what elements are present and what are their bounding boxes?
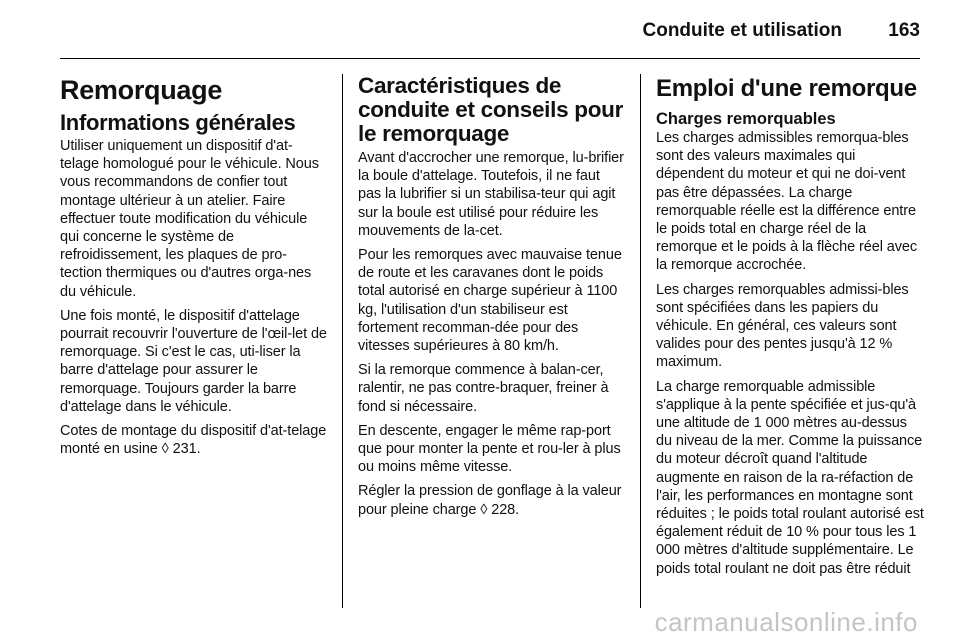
- watermark: carmanualsonline.info: [654, 607, 918, 637]
- column-3: [656, 74, 924, 584]
- paragraph: Les charges remorquables admissi-bles sont spécifiées dans les papiers du véhicule. En général, ces valeurs sont valides pour des pentes jusqu'à 12 % maximum.: [656, 281, 909, 371]
- page-header: [0, 0, 960, 62]
- paragraph: Utiliser uniquement un dispositif d'at-telage homologué pour le véhicule. Nous vous recommandons de confier tout montage ultérieur à un atelier. Faire effectuer toute modification du véhicule qui concerne le système de refroidissement, les plaques de pro-tection thermiques ou d'autres orga-nes du véhicule.: [60, 138, 319, 300]
- column-1: [60, 74, 328, 464]
- section-title-caracteristiques: Caractéristiques de conduite et conseils pour le remorquage: [358, 73, 624, 146]
- column-2: [358, 74, 626, 525]
- header-rule: [60, 58, 920, 59]
- paragraph: Une fois monté, le dispositif d'attelage pourrait recouvrir l'ouverture de l'œil-let de remorquage. Si c'est le cas, uti-liser la barre d'attelage pour assurer le remorquage. Toujours garder la barre d'attelage dans le véhicule.: [60, 307, 327, 415]
- paragraph-with-page-ref: Cotes de montage du dispositif d'at-telage monté en usine ◊ 231.: [60, 423, 327, 458]
- section-title-remorquage: Remorquage: [60, 75, 223, 105]
- paragraph: Les charges admissibles remorqua-bles sont des valeurs maximales qui dépendent du moteur et qui ne doi-vent pas être dépassées. La charge remorquable réelle est la différence entre le poids total en charge réel de la remorque et le poids à la flèche réel avec la remorque accrochée.: [656, 130, 917, 274]
- paragraph: La charge remorquable admissible s'applique à la pente spécifiée et jus-qu'à une altitude de 1 000 mètres au-dessus du niveau de la mer. Comme la puissance du moteur décroît quand l'altitude augmente en raison de la ra-réfaction de l'air, les performances en montagne sont réduites ; le poids total roulant autorisé est également réduit de 10 % pour tous les 1 000 mètres d'altitude supplémentaire. Le poids total roulant ne doit pas être réduit: [656, 378, 924, 577]
- column-divider-1: [342, 74, 343, 608]
- subsection-title-charges: Charges remorquables: [656, 110, 836, 128]
- paragraph: Pour les remorques avec mauvaise tenue de route et les caravanes dont le poids total autorisé en charge supérieur à 1100 kg, l'utilisation d'un stabiliseur est fortement recomman-dée pour des vitesses supérieures à 80 km/h.: [358, 247, 622, 355]
- paragraph: Si la remorque commence à balan-cer, ralentir, ne pas contre-braquer, freiner à fond si nécessaire.: [358, 362, 609, 415]
- section-title-emploi: Emploi d'une remorque: [656, 75, 917, 102]
- header-section-title: Conduite et utilisation: [642, 20, 842, 41]
- subsection-title-informations: Informations générales: [60, 110, 296, 135]
- column-divider-2: [640, 74, 641, 608]
- paragraph-with-page-ref: Régler la pression de gonflage à la valeur pour pleine charge ◊ 228.: [358, 483, 622, 518]
- page-number: 163: [888, 20, 920, 41]
- paragraph: En descente, engager le même rap-port que pour monter la pente et rou-ler à plus ou moins même vitesse.: [358, 422, 621, 476]
- paragraph: Avant d'accrocher une remorque, lu-brifier la boule d'attelage. Toutefois, il ne faut pas la lubrifier si un stabilisa-teur qui agit sur la boule est utilisé pour réduire les mouvements de la-cet.: [358, 150, 624, 239]
